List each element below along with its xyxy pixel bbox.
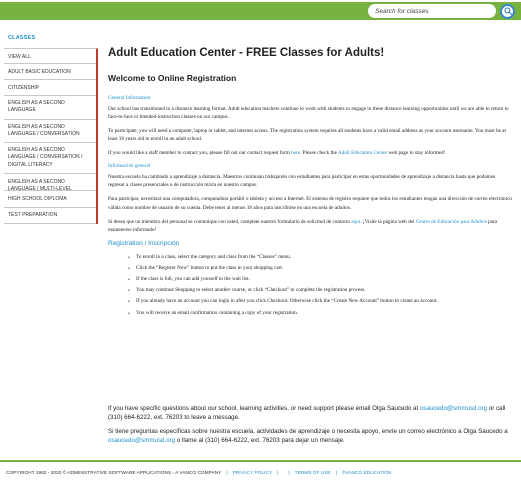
sidebar-item-esl-digital-literacy[interactable]: ENGLISH AS A SECOND LANGUAGE / CONVERSATION / DIGITAL LITERACY: [4, 143, 96, 174]
sidebar-item-citizenship[interactable]: CITIZENSHIP: [4, 80, 96, 96]
adult-education-center-link[interactable]: Adult Education Center: [337, 150, 388, 157]
list-item: • You may continue Shopping to select another course, or click “Checkout” to complete the registration process.: [128, 287, 513, 295]
classes-sidebar: [4, 35, 98, 224]
contact-paragraph-en: [108, 405, 513, 423]
vanco-education-link[interactable]: ©VANCO EDUCATION: [341, 471, 392, 476]
footer-separator: |: [335, 471, 337, 476]
search-button[interactable]: [500, 4, 515, 19]
list-item: • To enroll in a class, select the category and class from the “Classes” menu.: [128, 254, 513, 262]
intro-paragraph-en-2: To participate, you will need a computer, laptop or tablet, and internet access. The registration system requires all students have a valid email address as your account username. You must be at least 18 years old to enroll in an adult school.: [108, 128, 506, 143]
sidebar-item-high-school-diploma[interactable]: HIGH SCHOOL DIPLOMA: [4, 191, 96, 208]
intro-paragraph-en-3: [108, 149, 513, 157]
intro-paragraph-en-1: Our school has transitioned to a distance learning format. Adult education teachers continue to work with students to engage in these distance learning opportunities until we are able to return to face-to-face or blended-instruction classes on our campus.: [108, 106, 509, 121]
top-bar: [0, 0, 521, 22]
text-span: If you would like a staff member to contact you, please fill out our contact request form: [108, 150, 292, 157]
contact-form-link[interactable]: here: [291, 150, 301, 157]
text-span: para mantenerse informado!: [108, 218, 498, 233]
main-content: [108, 47, 513, 321]
search-box: [368, 4, 515, 18]
intro-paragraph-es-1: Nuestra escuela ha cambiado a aprendizaje a distancia. Maestros continúan trabajando con estudiantes para participar en estas oportunidades de aprendizaje a distancia hasta que podamos regresar a clases presenciales o de instrucción mixta en nuestro campus.: [108, 174, 496, 189]
text-span: or call (310) 664-6222, ext. 76203 to leave a message.: [108, 405, 506, 421]
text-span: If you have specific questions about our school, learning activities, or need support please email Olga Saucedo at: [108, 405, 420, 412]
registration-heading: Registration / Inscripción: [108, 239, 180, 247]
text-span: Si desea que un miembro del personal se comunique con usted, complete nuestro formulario de solicitud de contacto: [108, 218, 352, 225]
registration-steps: [108, 254, 513, 318]
class-category-list: [4, 48, 98, 224]
intro-paragraph-es-3: [108, 218, 513, 234]
page-title: Adult Education Center - FREE Classes for Adults!: [108, 47, 385, 59]
list-item: • If you already have an account you can login in after you click Checkout. Otherwise click the “Create New Account” button to create an account.: [128, 298, 513, 306]
footer-separator: |: [288, 471, 290, 476]
informacion-general-heading: Información general: [108, 163, 151, 170]
contact-form-link-es[interactable]: aquí: [351, 218, 361, 225]
sidebar-item-view-all[interactable]: VIEW ALL: [4, 49, 96, 64]
list-item: • Click the “Register Now” button to put the class in your shopping cart.: [128, 265, 513, 273]
search-icon: [504, 7, 512, 15]
email-link[interactable]: osaucedo@smmusd.org: [419, 405, 488, 412]
contact-section: [108, 405, 513, 451]
email-link-es[interactable]: osaucedo@smmusd.org: [108, 436, 176, 444]
text-span: Si tiene preguntas específicas sobre nuestra escuela, actividades de aprendizaje o necesita apoyo, envíe un correo electrónico a Olga Saucedo a: [108, 427, 508, 435]
search-input[interactable]: [368, 4, 496, 18]
copyright-text: COPYRIGHT 1982 - 2020 © ADMINISTRATIVE SOFTWARE APPLICATIONS - A VANCO COMPANY: [6, 471, 222, 476]
sidebar-item-esl-conversation[interactable]: ENGLISH AS A SECOND LANGUAGE / CONVERSATION: [4, 120, 96, 144]
privacy-policy-link[interactable]: PRIVACY POLICY: [232, 471, 273, 476]
page-footer: [0, 460, 521, 482]
sidebar-item-esl[interactable]: ENGLISH AS A SECOND LANGUAGE: [4, 96, 96, 120]
text-span: o llame al (310) 664-6222, ext. 76203 para dejar un mensaje.: [175, 436, 345, 444]
general-information-heading: General Information: [108, 95, 151, 101]
sidebar-item-esl-multi-level[interactable]: ENGLISH AS A SECOND LANGUAGE / MULTI-LEVEL: [4, 174, 96, 191]
sidebar-item-test-preparation[interactable]: TEST PREPARATION: [4, 208, 96, 224]
intro-paragraph-es-2: Para participar, necesitará una computadora, computadora portátil o tableta y acceso a Internet. El sistema de registro requiere que todos los estudiantes tengan una dirección de correo electrónico válida como nombre de usuario de su cuenta. Debe tener al menos 18 años para inscribirse en una escuela de adultos.: [108, 196, 512, 211]
text-span: . ¡Visite la página web del: [360, 218, 416, 225]
list-item: • If the class is full, you can add yourself to the wait list.: [128, 276, 513, 284]
sidebar-item-adult-basic-education[interactable]: ADULT BASIC EDUCATION: [4, 64, 96, 80]
adult-education-center-link-es[interactable]: Centro de Educación para Adultos: [415, 218, 487, 225]
list-item: • You will receive an email confirmation containing a copy of your registration.: [128, 310, 513, 318]
terms-of-use-link[interactable]: TERMS OF USE: [294, 471, 331, 476]
footer-separator: |: [277, 471, 279, 476]
sidebar-title: CLASSES: [8, 35, 36, 41]
text-span: . Please check the: [300, 150, 338, 157]
footer-separator: |: [226, 471, 228, 476]
welcome-heading: Welcome to Online Registration: [108, 73, 237, 83]
text-span: web page to stay informed!: [387, 150, 446, 157]
contact-paragraph-es: [108, 428, 513, 446]
